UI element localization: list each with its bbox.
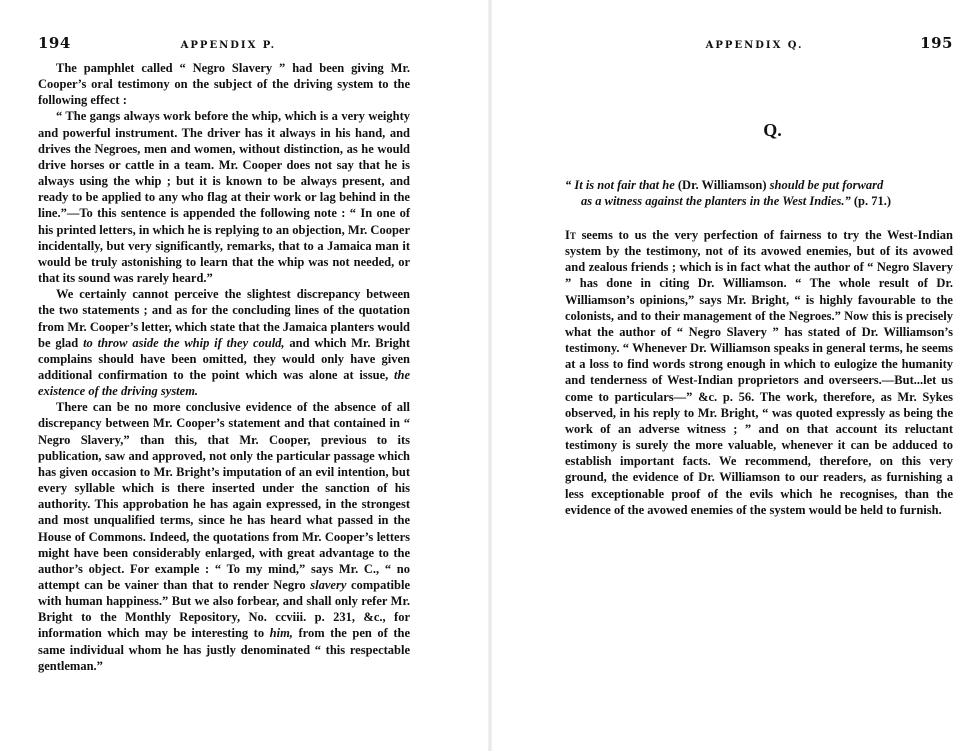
italic-text: slavery xyxy=(310,578,347,592)
italic-text: him, xyxy=(269,626,293,641)
paragraph-p1 xyxy=(38,60,410,108)
right-page xyxy=(510,0,980,751)
page-gutter xyxy=(488,0,492,751)
paragraph xyxy=(565,227,953,518)
text-run: from the pen of the same individual whom he has justly denominated “ this respectable gentleman.” xyxy=(38,626,411,673)
left-page xyxy=(0,0,470,751)
paragraph-p3 xyxy=(38,286,410,399)
italic-text: the existence of the driving system. xyxy=(38,367,410,399)
text-run: There can be no more conclusive evidence of the absence of all discrepancy between Mr. Cooper’s statement and that contained in “ Negro Slavery,” than this, that Mr. Cooper, previous to its publication, saw and approved, not only the particular passage which has given occasion to Mr. Bright’s imputation of an evil intention, but every syllable which is there inserted under the sanction of his authority. This approbation he has again expressed, in the strongest and most unqualified terms, since he has heard what passed in the House of Commons. Indeed, the quotations from Mr. Cooper’s letters might have been considerably enlarged, with great advantage to the author’s object. For example : “ To my mind,” says Mr. C., “ no attempt can be vainer than that to render Negro xyxy=(38,400,410,592)
text-run: The pamphlet called “ Negro Slavery ” had been giving Mr. Cooper’s oral testimony on the subject of the driving system to the following effect : xyxy=(38,61,410,108)
section-heading: Q. xyxy=(763,120,782,140)
right-page-number: 195 xyxy=(920,34,953,52)
right-running-head xyxy=(565,34,953,52)
paragraph-p2 xyxy=(38,108,410,286)
left-running-head-title: APPENDIX P. xyxy=(180,40,277,51)
epigraph-quote xyxy=(565,177,953,209)
text-run: seems to us the very perfection of fairness to try the West-Indian system by the testimony, not of its avowed enemies, but of its avowed and zealous friends ; which is in fact what the author of “ Negro Slavery ” has done in citing Dr. Williamson. “ The whole result of Dr. Williamson’s opinions,” says Mr. Bright, “ is highly favourable to the colonists, and to their management of the Negroes.” Now this is precisely what the author of “ Negro Slavery ” has stated of Dr. Williamson’s testimony. “ Whenever Dr. Williamson speaks in general terms, he seems at a loss to find words strong enough in which to eulogize the humanity and tenderness of West-Indian proprietors and overseers.—But...let us come to particulars—” &c. p. 56. The work, therefore, as Mr. Sykes observed, in his reply to Mr. Bright, “ was quoted expressly as being the work of an adverse witness ; ” and on that account its reluctant testimony is surely the more valuable, whenever it can be adduced to establish important facts. We recommend, therefore, on this very ground, the evidence of Dr. Williamson to our readers, as furnishing a less exceptionable proof of the evils which he recognises, than the evidence of the avowed enemies of the system would be held to furnish. xyxy=(565,228,953,517)
right-running-head-title: APPENDIX Q. xyxy=(705,40,804,51)
text-run: and which Mr. Bright complains should have been omitted, they would only have given additional confirmation to the point which was alone at issue, xyxy=(38,335,410,382)
text-run: We certainly cannot perceive the slightest discrepancy between the two statements ; and as for the concluding lines of the quotation from Mr. Cooper’s letter, which state that the Jamaica planters would be glad xyxy=(38,287,410,350)
left-body-text xyxy=(38,60,410,674)
text-run: “ The gangs always work before the whip, which is a very weighty and powerful instrument. The driver has it always in his hand, and drives the Negroes, men and women, without distinction, as he would drive horses or cattle in a team. Mr. Cooper does not say that he is always using the whip ; but it is known to be always present, and ready to be applied to any who flag at their work or lag behind in the line.”—To this sentence is appended the following note : “ In one of his printed letters, in which he is replying to an objection, Mr. Cooper incidentally, but very significantly, remarks, that to a Jamaica man it would be truly astonishing to learn that the whip was not needed, or that its sound was rarely heard.” xyxy=(38,109,410,286)
text-run: compatible with human happiness.” But we also forbear, and shall only refer Mr. Bright to the Monthly Repository, No. ccviii. p. 231, &c., for information which may be interesting to xyxy=(38,578,410,641)
left-page-number: 194 xyxy=(38,34,71,52)
epigraph-line-2: as a witness against the planters in the West Indies.” (p. 71.) xyxy=(581,194,892,208)
dropcap-word: It xyxy=(565,228,576,242)
epigraph-line-1: “ It is not fair that he (Dr. Williamson) should be put forward xyxy=(565,178,884,192)
paragraph-p4 xyxy=(38,399,410,674)
italic-text: to throw aside the whip if they could, xyxy=(83,335,285,350)
left-running-head xyxy=(38,34,410,52)
right-body-text xyxy=(565,227,953,518)
